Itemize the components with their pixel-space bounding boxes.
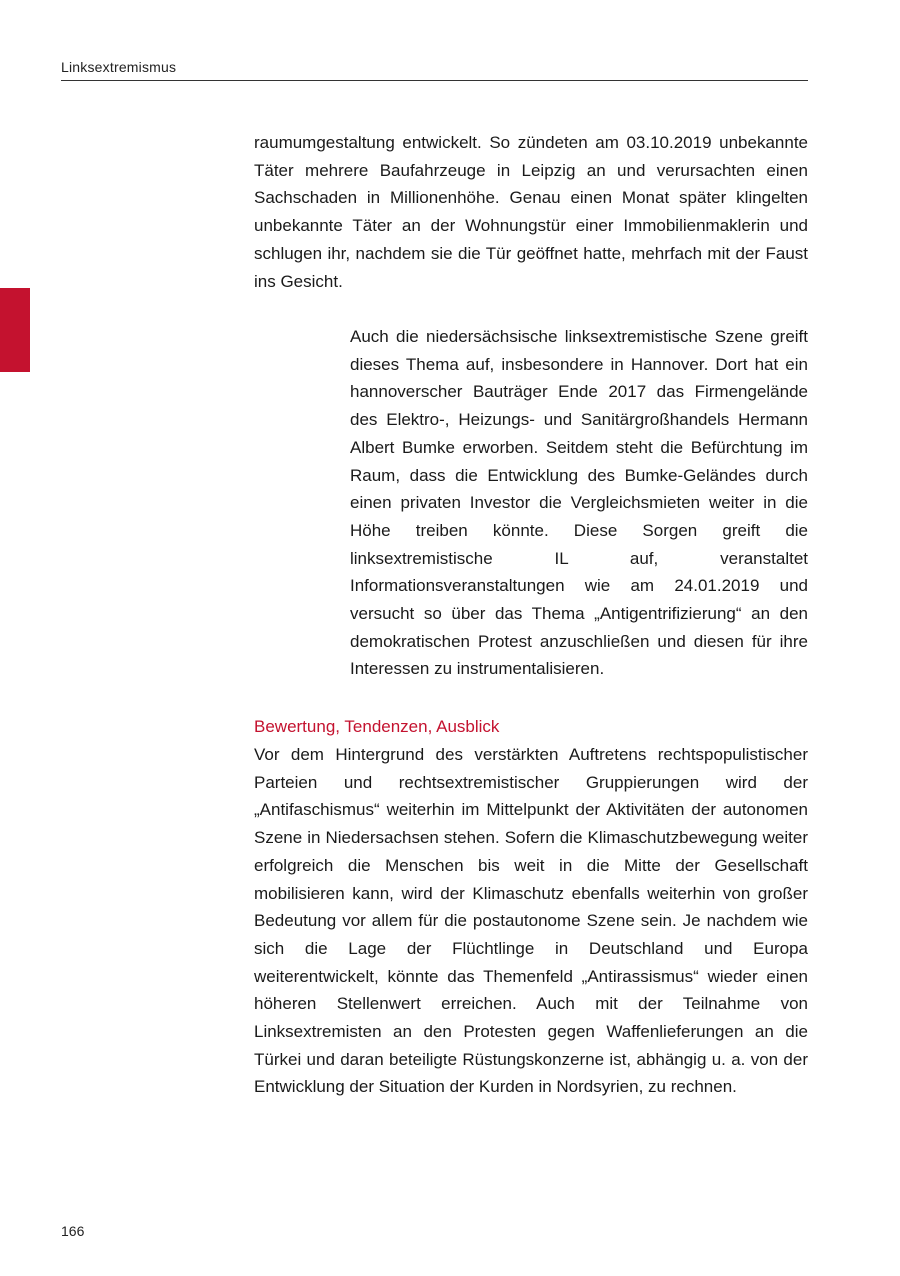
page-number: 166: [61, 1223, 85, 1239]
body-paragraph-3: Vor dem Hintergrund des verstärkten Auftretens rechtspopulistischer Parteien und rechtsextremistischer Gruppierungen wird der „Antifaschismus“ weiterhin im Mittelpunkt der Aktivitäten der autonomen Szene in Niedersachsen stehen. Sofern die Klimaschutzbewegung weiter erfolgreich die Menschen bis weit in die Mitte der Gesellschaft mobilisieren kann, wird der Klimaschutz ebenfalls weiterhin von großer Bedeutung vor allem für die postautonome Szene sein. Je nachdem wie sich die Lage der Flüchtlinge in Deutschland und Europa weiterentwickelt, könnte das Themenfeld „Antirassismus“ wieder einen höheren Stellenwert erreichen. Auch mit der Teilnahme von Linksextremisten an den Protesten gegen Waffenlieferungen an die Türkei und daran beteiligte Rüstungskonzerne ist, abhängig u. a. von der Entwicklung der Situation der Kurden in Nordsyrien, zu rechnen.: [254, 745, 808, 1097]
chapter-side-marker: [0, 288, 30, 372]
header-divider: [61, 80, 808, 81]
running-head-title: Linksextremismus: [61, 59, 177, 75]
section-heading: Bewertung, Tendenzen, Ausblick: [254, 717, 500, 736]
body-paragraph-1: raumumgestaltung entwickelt. So zündeten am 03.10.2019 unbekannte Täter mehrere Baufahrzeuge in Leipzig an und verursachten einen Sachschaden in Millionenhöhe. Genau einen Monat später klingelten unbekannte Täter an der Wohnungstür einer Immobilienmaklerin und schlugen ihr, nachdem sie die Tür geöffnet hatte, mehrfach mit der Faust ins Gesicht.: [254, 133, 808, 291]
body-paragraph-2-indented: Auch die niedersächsische linksextremistische Szene greift dieses Thema auf, insbesondere in Hannover. Dort hat ein hannoverscher Bauträger Ende 2017 das Firmengelände des Elektro-, Heizungs- und Sanitärgroßhandels Hermann Albert Bumke erworben. Seitdem steht die Befürchtung im Raum, dass die Entwicklung des Bumke-Geländes durch einen privaten Investor die Vergleichsmieten weiter in die Höhe treiben könnte. Diese Sorgen greift die linksextremistische IL auf, veranstaltet Informationsveranstaltungen wie am 24.01.2019 und versucht so über das Thema „Antigentrifizierung“ an den demokratischen Protest anzuschließen und diesen für ihre Interessen zu instrumentalisieren.: [350, 327, 808, 679]
